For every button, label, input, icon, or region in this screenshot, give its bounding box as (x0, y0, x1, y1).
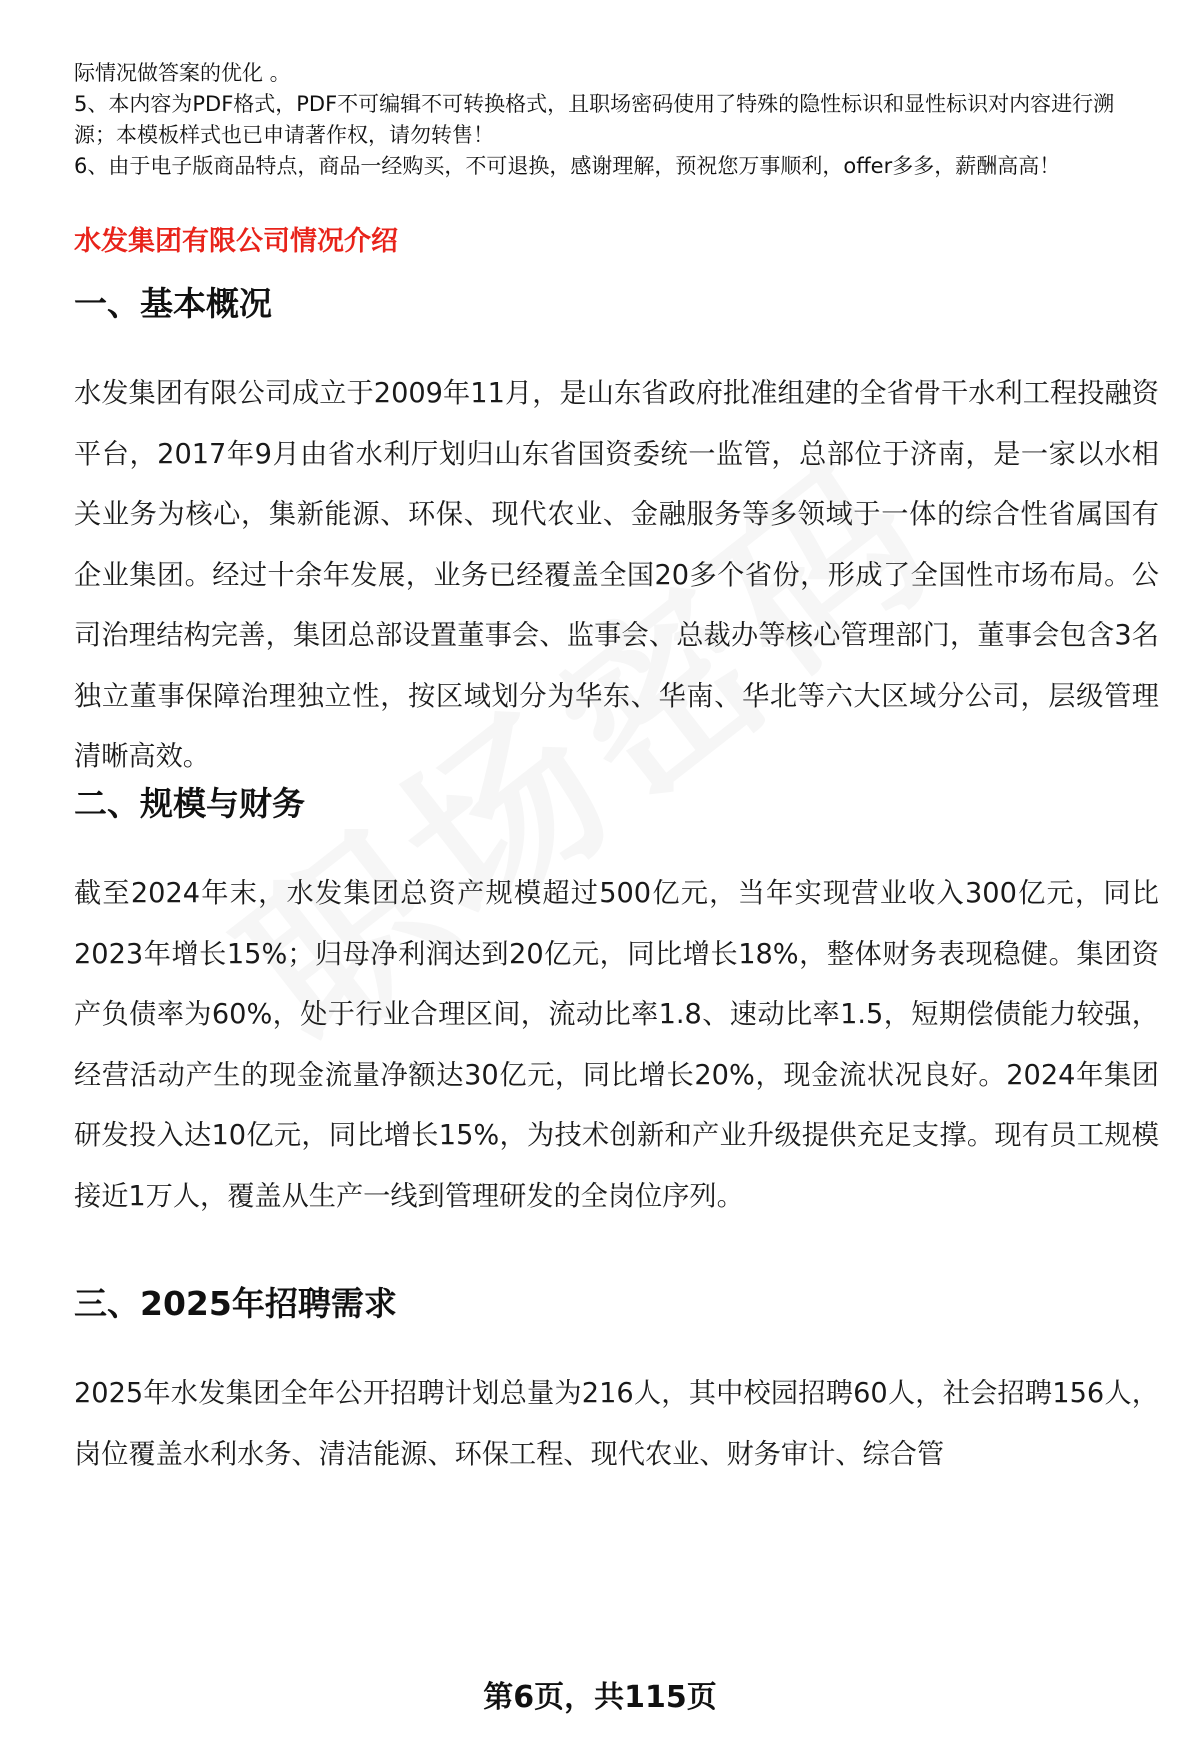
section-body-recruitment: 2025年水发集团全年公开招聘计划总量为216人，其中校园招聘60人，社会招聘156人，岗位覆盖水利水务、清洁能源、环保工程、现代农业、财务审计、综合管 (74, 1378, 1159, 1470)
notes-block (74, 58, 1154, 182)
section-heading-overview: 一、基本概况 (74, 284, 272, 323)
section-heading-recruitment: 三、2025年招聘需求 (74, 1284, 397, 1323)
section-heading-finance: 二、规模与财务 (74, 784, 305, 823)
section-body-overview: 水发集团有限公司成立于2009年11月，是山东省政府批准组建的全省骨干水利工程投融资平台，2017年9月由省水利厅划归山东省国资委统一监管，总部位于济南，是一家以水相关业务为核心，集新能源、环保、现代农业、金融服务等多领域于一体的综合性省属国有企业集团。经过十余年发展，业务已经覆盖全国20多个省份，形成了全国性市场布局。公司治理结构完善，集团总部设置董事会、监事会、总裁办等核心管理部门，董事会包含3名独立董事保障治理独立性，按区域划分为华东、华南、华北等六大区域分公司，层级管理清晰高效。 (74, 378, 1159, 772)
document-title: 水发集团有限公司情况介绍 (74, 226, 398, 257)
note-line: 6、由于电子版商品特点，商品一经购买，不可退换，感谢理解，预祝您万事顺利，offer多多，薪酬高高！ (74, 154, 1061, 178)
note-line: 际情况做答案的优化 。 (74, 61, 291, 85)
note-line: 5、本内容为PDF格式，PDF不可编辑不可转换格式，且职场密码使用了特殊的隐性标识和显性标识对内容进行溯源；本模板样式也已申请著作权，请勿转售！ (74, 92, 1115, 147)
page-number: 第6页，共115页 (483, 1680, 717, 1715)
section-body-finance: 截至2024年末，水发集团总资产规模超过500亿元，当年实现营业收入300亿元，同比2023年增长15%；归母净利润达到20亿元，同比增长18%，整体财务表现稳健。集团资产负债率为60%，处于行业合理区间，流动比率1.8、速动比率1.5，短期偿债能力较强，经营活动产生的现金流量净额达30亿元，同比增长20%，现金流状况良好。2024年集团研发投入达10亿元，同比增长15%，为技术创新和产业升级提供充足支撑。现有员工规模接近1万人，覆盖从生产一线到管理研发的全岗位序列。 (74, 878, 1159, 1212)
